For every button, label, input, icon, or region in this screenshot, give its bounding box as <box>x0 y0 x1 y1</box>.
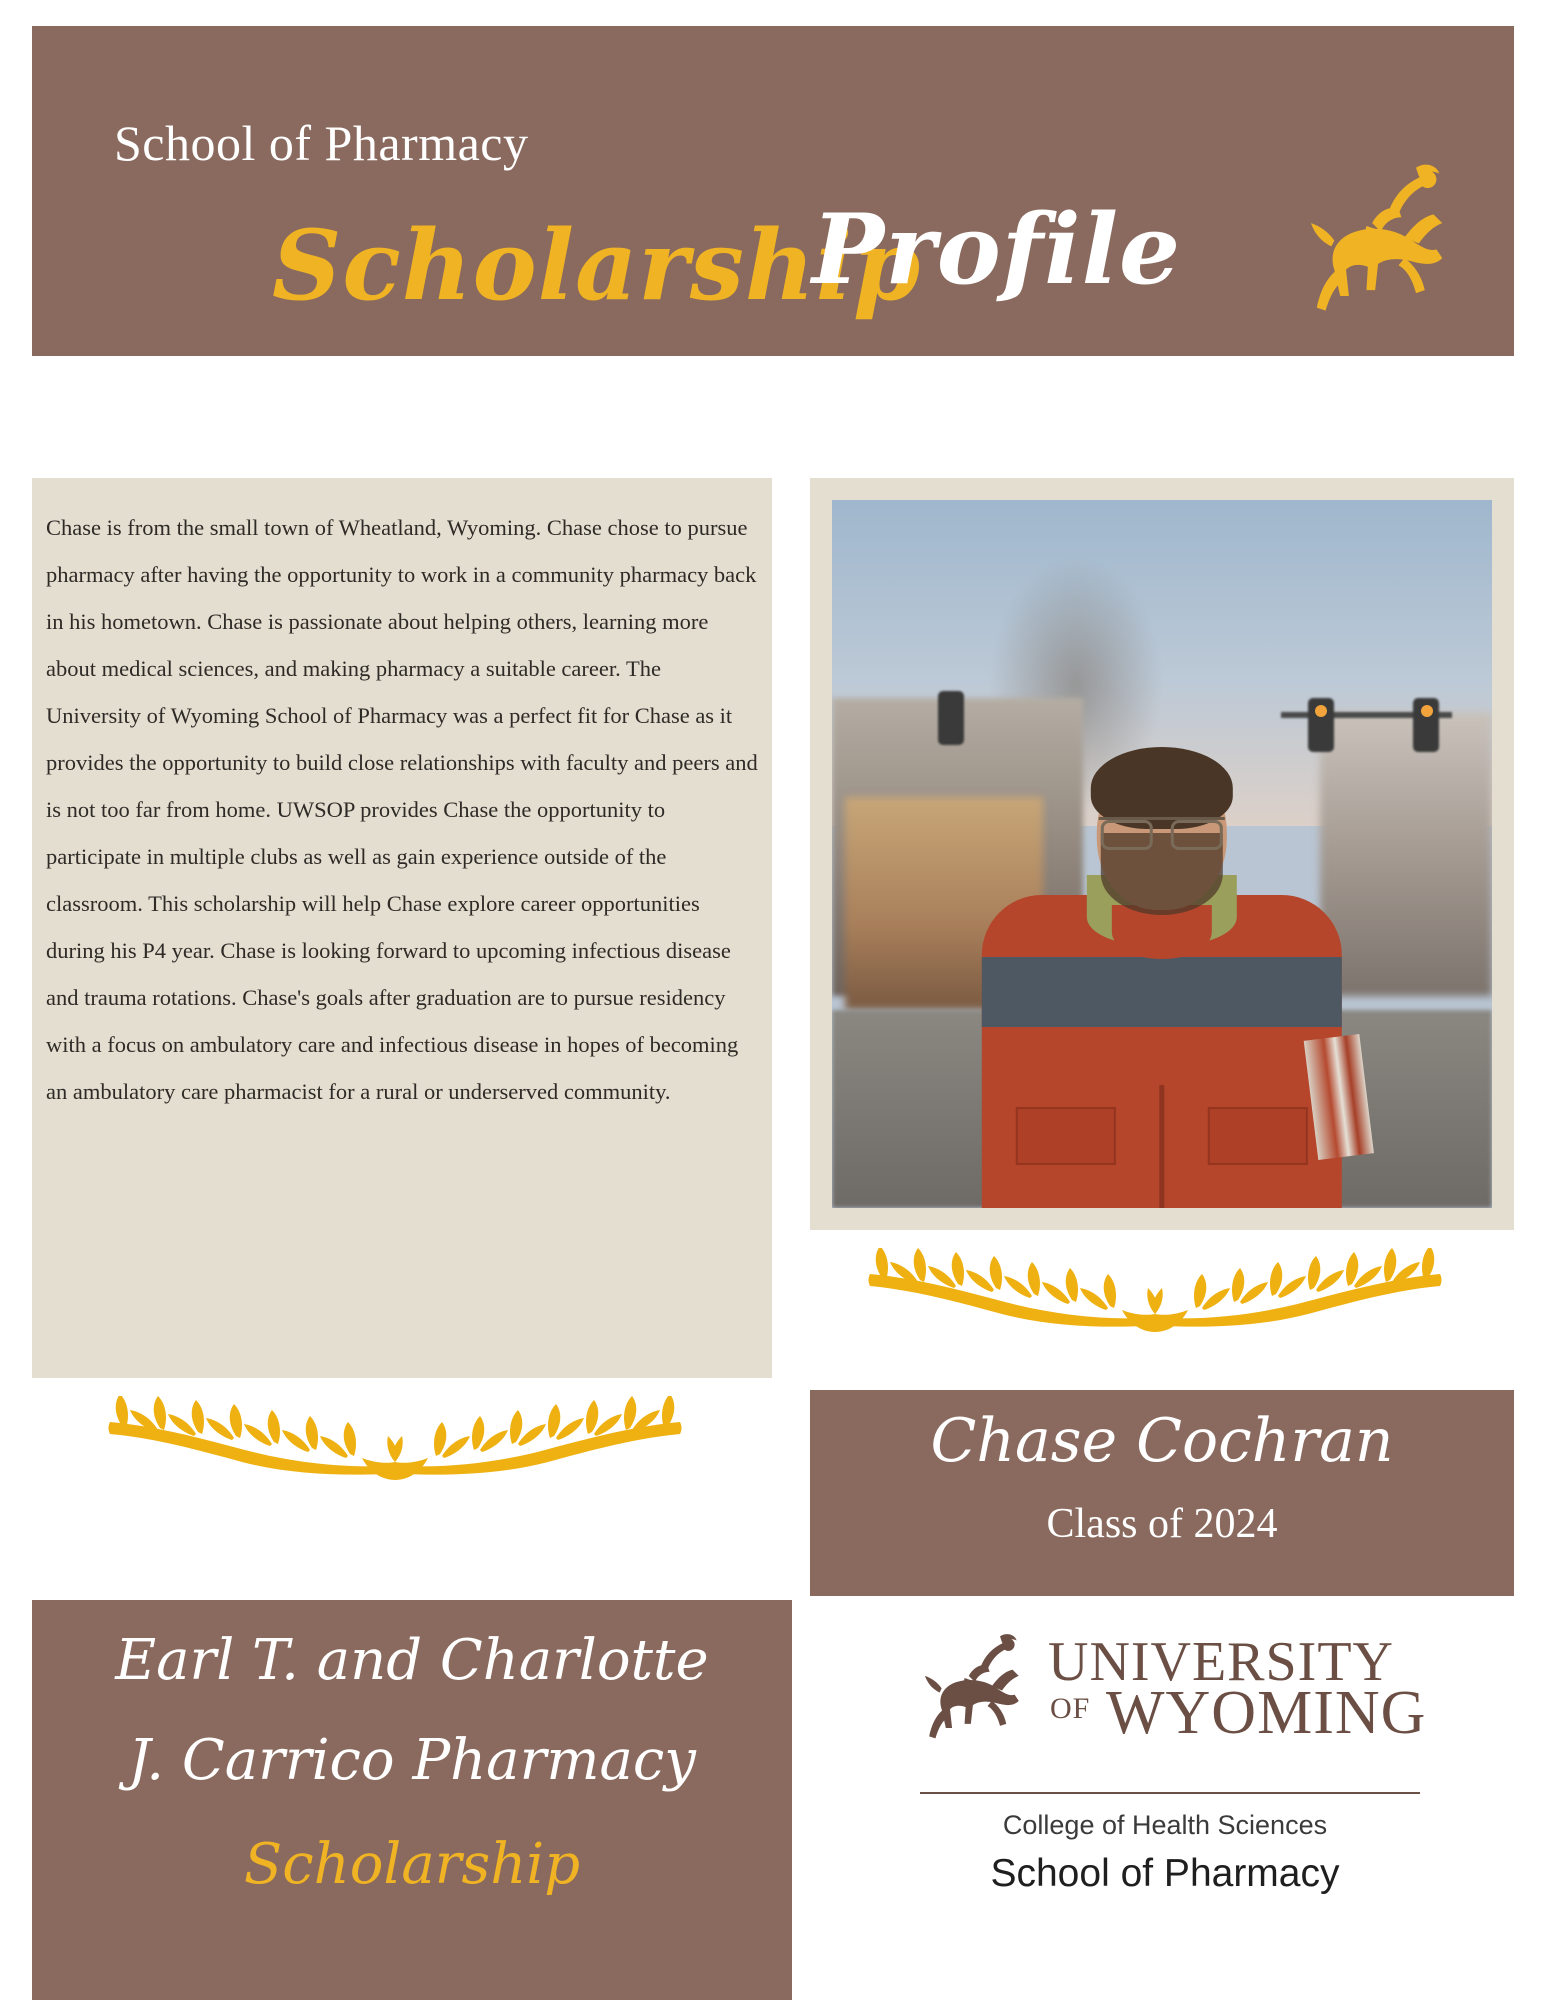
laurel-wreath-icon <box>810 1248 1500 1344</box>
logo-school-name: School of Pharmacy <box>990 1852 1340 1895</box>
bio-paragraph: Chase is from the small town of Wheatland, Wyoming. Chase chose to pursue pharmacy after having the opportunity to work in a community pharmacy back in his hometown. Chase is passionate about helping others, learning more about medical sciences, and making pharmacy a suitable career. The University of Wyoming School of Pharmacy was a perfect fit for Chase as it provides the opportunity to build close relationships with faculty and peers and is not too far from home. UWSOP provides Chase the opportunity to participate in multiple clubs as well as gain experience outside of the classroom. This scholarship will help Chase explore career opportunities during his P4 year. Chase is looking forward to upcoming infectious disease and trauma rotations. Chase's goals after graduation are to pursue residency with a focus on ambulatory care and infectious disease in hopes of becoming an ambulatory care pharmacist for a rural or underserved community. <box>46 515 758 1104</box>
logo-word-wyoming: WYOMING <box>1106 1679 1427 1747</box>
laurel-wreath-icon <box>50 1396 740 1492</box>
scholarship-name-banner <box>32 1600 792 2000</box>
logo-divider <box>920 1792 1420 1794</box>
student-photo-frame <box>810 478 1514 1230</box>
logo-word-of: OF <box>1050 1692 1091 1725</box>
scholarship-line-3: Scholarship <box>243 1832 581 1897</box>
student-name-banner <box>810 1390 1514 1596</box>
header-script-wordmark <box>272 181 1322 341</box>
bio-text-box <box>32 478 772 1378</box>
student-photo <box>832 500 1492 1208</box>
bucking-horse-icon <box>920 1628 1030 1753</box>
student-class-year: Class of 2024 <box>1046 1501 1278 1547</box>
header-script-profile: Profile <box>812 193 1182 306</box>
logo-word-university: UNIVERSITY <box>1048 1631 1394 1693</box>
student-name: Chase Cochran <box>930 1406 1394 1476</box>
bucking-horse-icon <box>1306 156 1456 331</box>
logo-college-name: College of Health Sciences <box>1002 1810 1328 1840</box>
university-logo <box>910 1620 1427 1950</box>
header-banner <box>32 26 1514 356</box>
scholarship-line-1: Earl T. and Charlotte <box>115 1628 709 1693</box>
header-script-scholarship: Scholarship <box>272 209 922 322</box>
page-title: School of Pharmacy <box>114 115 529 171</box>
scholarship-line-2: J. Carrico Pharmacy <box>128 1728 696 1793</box>
